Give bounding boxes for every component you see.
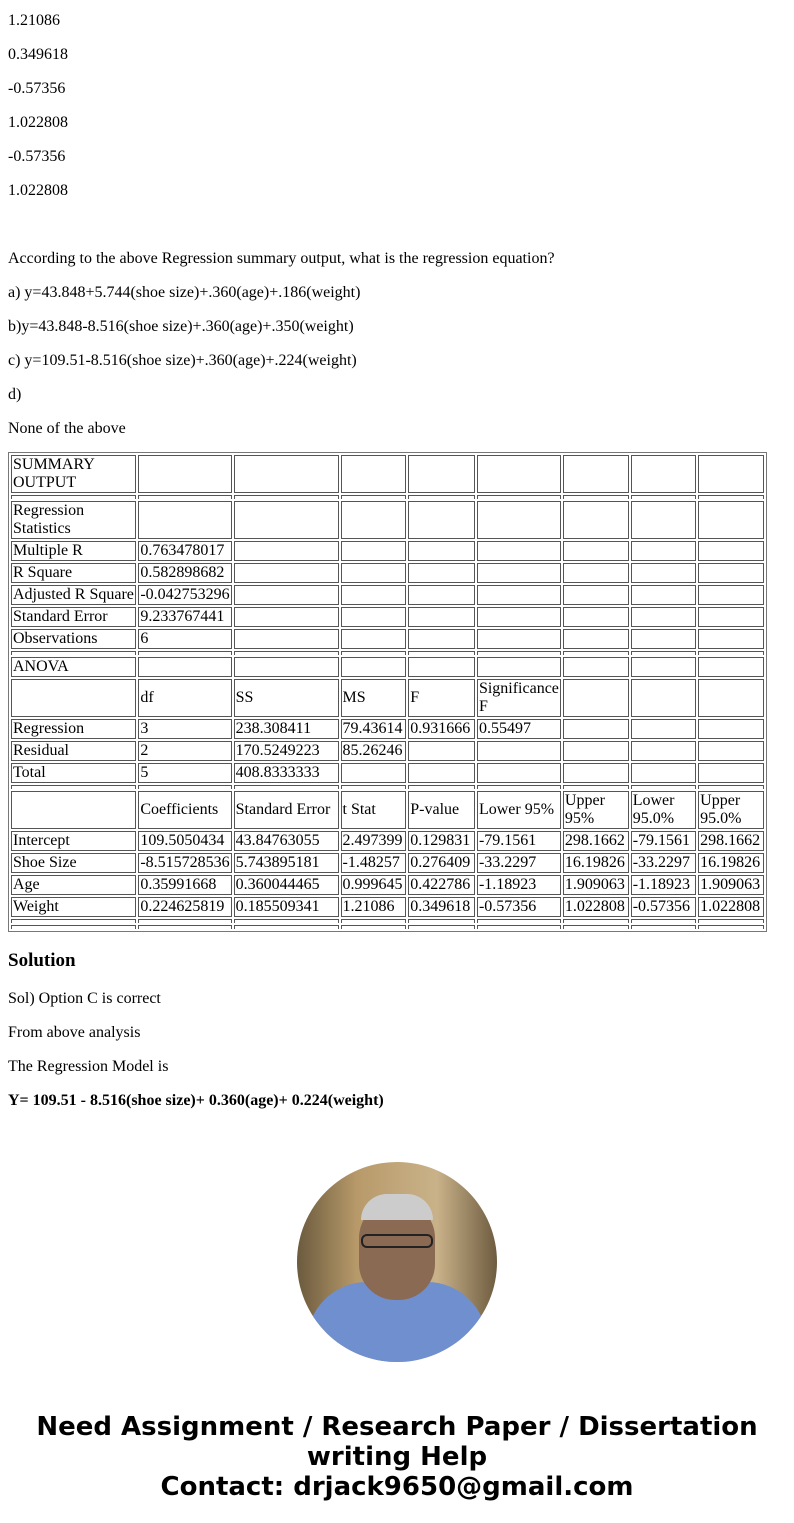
table-cell: Regression — [11, 719, 136, 739]
table-cell — [631, 563, 696, 583]
table-row — [11, 501, 764, 539]
table-cell — [234, 651, 339, 655]
table-cell — [138, 455, 231, 493]
table-cell — [138, 495, 231, 499]
table-cell — [631, 495, 696, 499]
table-cell — [11, 679, 136, 717]
table-cell — [698, 629, 764, 649]
table-cell — [408, 629, 475, 649]
table-cell: 2 — [138, 741, 231, 761]
table-cell — [341, 763, 407, 783]
table-cell — [563, 719, 629, 739]
table-cell: -0.57356 — [477, 897, 561, 917]
table-row — [11, 657, 764, 677]
table-cell — [563, 651, 629, 655]
table-cell — [698, 495, 764, 499]
table-cell — [698, 763, 764, 783]
table-row — [11, 831, 764, 851]
table-cell: Lower 95.0% — [631, 791, 696, 829]
table-cell: 109.5050434 — [138, 831, 231, 851]
table-cell — [477, 763, 561, 783]
table-cell — [698, 719, 764, 739]
table-cell — [234, 495, 339, 499]
table-cell — [341, 657, 407, 677]
table-cell — [341, 651, 407, 655]
table-cell: 1.022808 — [563, 897, 629, 917]
table-cell: 0.224625819 — [138, 897, 231, 917]
table-cell: Adjusted R Square — [11, 585, 136, 605]
table-cell: 0.931666 — [408, 719, 475, 739]
table-cell: Upper 95% — [563, 791, 629, 829]
table-row — [11, 563, 764, 583]
table-row — [11, 897, 764, 917]
table-cell: Regression Statistics — [11, 501, 136, 539]
table-cell — [234, 657, 339, 677]
table-cell — [563, 925, 629, 929]
table-cell — [477, 919, 561, 923]
table-cell: Total — [11, 763, 136, 783]
option-a: a) y=43.848+5.744(shoe size)+.360(age)+.186(weight) — [8, 284, 361, 301]
table-cell: SS — [234, 679, 339, 717]
table-cell — [563, 455, 629, 493]
table-cell: Residual — [11, 741, 136, 761]
table-cell: df — [138, 679, 231, 717]
table-cell: SUMMARY OUTPUT — [11, 455, 136, 493]
table-cell: Significance F — [477, 679, 561, 717]
table-cell: -1.18923 — [477, 875, 561, 895]
table-cell: -0.042753296 — [140, 586, 230, 603]
table-cell — [341, 629, 407, 649]
table-cell: 0.360044465 — [234, 875, 339, 895]
table-cell — [698, 785, 764, 789]
table-separator-row — [11, 925, 764, 929]
table-cell: 0.582898682 — [138, 563, 231, 583]
table-cell — [138, 501, 231, 539]
table-cell — [631, 763, 696, 783]
table-cell — [631, 455, 696, 493]
table-cell: 238.308411 — [234, 719, 339, 739]
table-cell — [138, 651, 231, 655]
table-cell — [408, 563, 475, 583]
table-cell: -79.1561 — [477, 831, 561, 851]
table-cell: 0.129831 — [408, 831, 475, 851]
table-cell — [234, 541, 339, 561]
table-cell — [631, 607, 696, 627]
table-cell — [11, 785, 136, 789]
table-row — [11, 607, 764, 627]
table-cell: 3 — [138, 719, 231, 739]
solution-line: From above analysis — [8, 1024, 141, 1041]
table-cell — [563, 501, 629, 539]
table-cell: 85.26246 — [341, 741, 407, 761]
table-cell: 79.43614 — [341, 719, 407, 739]
value-line: 1.022808 — [8, 182, 68, 199]
table-row — [11, 585, 764, 605]
table-cell — [234, 607, 339, 627]
solution-line: The Regression Model is — [8, 1058, 169, 1075]
table-cell — [341, 585, 407, 605]
option-d: d) — [8, 386, 22, 403]
table-cell: 6 — [138, 629, 231, 649]
table-cell — [631, 629, 696, 649]
value-line: 0.349618 — [8, 46, 68, 63]
author-photo — [297, 1162, 497, 1362]
table-row — [11, 719, 764, 739]
table-cell: -33.2297 — [631, 853, 696, 873]
table-cell: 16.19826 — [563, 853, 629, 873]
table-cell — [408, 785, 475, 789]
table-cell: Standard Error — [234, 791, 339, 829]
table-cell — [408, 585, 475, 605]
table-cell — [631, 585, 696, 605]
table-row — [11, 741, 764, 761]
table-row — [11, 875, 764, 895]
table-cell: Observations — [11, 629, 136, 649]
table-cell — [698, 563, 764, 583]
table-cell — [477, 607, 561, 627]
table-cell: R Square — [11, 563, 136, 583]
table-cell — [563, 785, 629, 789]
table-cell — [698, 679, 764, 717]
table-cell — [11, 919, 136, 923]
table-cell: 5.743895181 — [234, 853, 339, 873]
table-cell — [698, 607, 764, 627]
table-cell — [408, 541, 475, 561]
table-cell — [234, 925, 339, 929]
value-line: 1.022808 — [8, 114, 68, 131]
table-cell — [698, 585, 764, 605]
table-cell — [477, 585, 561, 605]
table-cell — [631, 651, 696, 655]
table-cell: 298.1662 — [563, 831, 629, 851]
table-row — [11, 455, 764, 493]
table-cell: -1.48257 — [341, 853, 407, 873]
table-cell — [341, 607, 407, 627]
table-cell — [341, 495, 407, 499]
table-cell — [698, 651, 764, 655]
table-cell: -0.57356 — [631, 897, 696, 917]
table-row — [11, 853, 764, 873]
table-cell — [138, 919, 231, 923]
table-cell — [408, 495, 475, 499]
table-cell: 9.233767441 — [138, 607, 231, 627]
table-row — [11, 541, 764, 561]
table-cell: 1.909063 — [698, 875, 764, 895]
table-cell: -33.2297 — [477, 853, 561, 873]
regression-summary-table — [8, 452, 767, 932]
table-cell: 170.5249223 — [234, 741, 339, 761]
top-values — [8, 12, 786, 200]
table-cell — [698, 657, 764, 677]
table-cell — [563, 563, 629, 583]
table-cell — [11, 791, 136, 829]
table-cell: Coefficients — [138, 791, 231, 829]
table-cell — [341, 925, 407, 929]
table-cell — [631, 501, 696, 539]
table-cell — [631, 719, 696, 739]
table-cell: 16.19826 — [698, 853, 764, 873]
table-cell — [11, 651, 136, 655]
table-cell — [408, 919, 475, 923]
table-cell — [563, 919, 629, 923]
table-cell: 0.276409 — [408, 853, 475, 873]
table-cell: Shoe Size — [11, 853, 136, 873]
table-cell — [477, 629, 561, 649]
table-cell — [138, 785, 231, 789]
table-cell — [563, 679, 629, 717]
footer-line-1: Need Assignment / Research Paper / Dissertation writing Help — [36, 1412, 758, 1472]
table-cell: Multiple R — [11, 541, 136, 561]
table-cell — [563, 541, 629, 561]
table-row — [11, 629, 764, 649]
table-row — [11, 679, 764, 717]
table-row — [11, 763, 764, 783]
table-cell — [477, 563, 561, 583]
table-cell: 0.185509341 — [234, 897, 339, 917]
option-c: c) y=109.51-8.516(shoe size)+.360(age)+.224(weight) — [8, 352, 357, 369]
footer-banner — [8, 1412, 786, 1502]
table-cell — [341, 919, 407, 923]
table-cell — [477, 541, 561, 561]
solution-line: Sol) Option C is correct — [8, 990, 161, 1007]
table-separator-row — [11, 495, 764, 499]
table-cell — [138, 657, 231, 677]
table-cell: Standard Error — [11, 607, 136, 627]
table-cell: 298.1662 — [698, 831, 764, 851]
table-cell — [477, 741, 561, 761]
table-cell — [563, 629, 629, 649]
table-cell: -1.18923 — [631, 875, 696, 895]
table-cell — [408, 651, 475, 655]
table-cell — [563, 607, 629, 627]
table-cell — [408, 925, 475, 929]
table-cell: 408.8333333 — [234, 763, 339, 783]
table-cell: 0.999645 — [341, 875, 407, 895]
table-cell — [477, 785, 561, 789]
table-cell — [631, 679, 696, 717]
table-cell — [698, 501, 764, 539]
table-cell — [698, 741, 764, 761]
table-cell — [341, 563, 407, 583]
table-cell: t Stat — [341, 791, 407, 829]
table-row — [11, 791, 764, 829]
table-cell: P-value — [408, 791, 475, 829]
table-cell — [563, 495, 629, 499]
table-cell — [698, 541, 764, 561]
table-cell — [341, 501, 407, 539]
table-cell: 0.763478017 — [138, 541, 231, 561]
table-cell: 1.21086 — [341, 897, 407, 917]
table-cell — [477, 495, 561, 499]
table-cell — [341, 785, 407, 789]
table-cell — [631, 919, 696, 923]
table-cell — [563, 763, 629, 783]
table-cell — [408, 607, 475, 627]
table-cell — [563, 657, 629, 677]
table-cell: 0.422786 — [408, 875, 475, 895]
table-cell — [234, 563, 339, 583]
table-cell — [234, 585, 339, 605]
table-cell — [477, 501, 561, 539]
table-cell: 0.349618 — [408, 897, 475, 917]
table-cell — [698, 925, 764, 929]
table-cell — [11, 495, 136, 499]
table-separator-row — [11, 651, 764, 655]
table-cell — [234, 919, 339, 923]
table-cell: F — [408, 679, 475, 717]
table-cell — [563, 741, 629, 761]
table-cell — [631, 925, 696, 929]
table-cell — [631, 657, 696, 677]
table-cell — [698, 455, 764, 493]
table-cell — [234, 629, 339, 649]
table-cell: 1.022808 — [698, 897, 764, 917]
table-cell: -8.515728536 — [140, 854, 230, 871]
option-d-text: None of the above — [8, 420, 126, 437]
table-cell — [477, 925, 561, 929]
regression-equation: Y= 109.51 - 8.516(shoe size)+ 0.360(age)+ 0.224(weight) — [8, 1092, 384, 1109]
question-text: According to the above Regression summary output, what is the regression equation? — [8, 250, 555, 267]
table-cell: 5 — [138, 763, 231, 783]
table-cell — [341, 541, 407, 561]
table-cell: Age — [11, 875, 136, 895]
table-cell: Lower 95% — [477, 791, 561, 829]
table-cell — [477, 657, 561, 677]
table-cell: ANOVA — [11, 657, 136, 677]
table-cell — [408, 501, 475, 539]
value-line: -0.57356 — [8, 148, 66, 165]
table-cell: MS — [341, 679, 407, 717]
table-cell — [234, 455, 339, 493]
table-cell — [341, 455, 407, 493]
table-cell — [477, 455, 561, 493]
solution-heading: Solution — [8, 950, 76, 971]
value-line: -0.57356 — [8, 80, 66, 97]
table-cell: Intercept — [11, 831, 136, 851]
table-cell: 43.84763055 — [234, 831, 339, 851]
table-cell: 1.909063 — [563, 875, 629, 895]
table-cell — [234, 785, 339, 789]
table-cell — [563, 585, 629, 605]
table-cell: Weight — [11, 897, 136, 917]
table-cell — [408, 657, 475, 677]
table-separator-row — [11, 785, 764, 789]
footer-contact: Contact: drjack9650@gmail.com — [160, 1472, 634, 1502]
blank-line — [8, 216, 786, 234]
value-line: 1.21086 — [8, 12, 60, 29]
table-cell: 0.55497 — [477, 719, 561, 739]
table-cell: Upper 95.0% — [698, 791, 764, 829]
table-cell — [698, 919, 764, 923]
table-cell — [631, 541, 696, 561]
table-cell — [138, 925, 231, 929]
table-cell — [408, 455, 475, 493]
table-separator-row — [11, 919, 764, 923]
option-b: b)y=43.848-8.516(shoe size)+.360(age)+.350(weight) — [8, 318, 354, 335]
table-cell — [631, 741, 696, 761]
table-cell — [408, 763, 475, 783]
table-cell — [631, 785, 696, 789]
table-cell: -79.1561 — [631, 831, 696, 851]
table-cell — [477, 651, 561, 655]
table-cell — [234, 501, 339, 539]
table-cell: 0.35991668 — [138, 875, 231, 895]
table-cell — [408, 741, 475, 761]
table-cell — [11, 925, 136, 929]
table-cell: 2.497399 — [341, 831, 407, 851]
